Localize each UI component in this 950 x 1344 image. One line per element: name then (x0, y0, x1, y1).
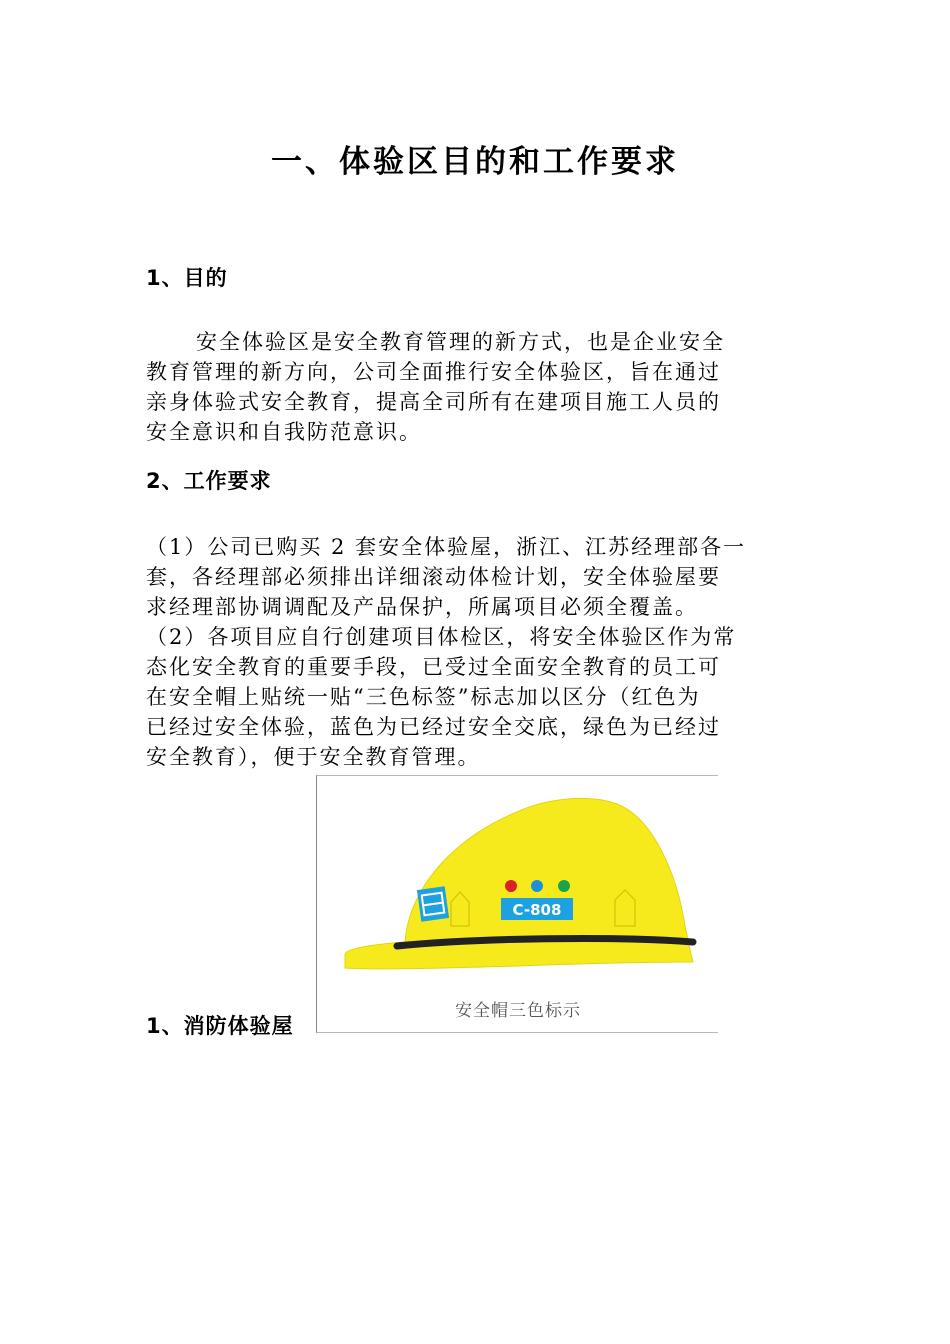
paragraph-line: 已经过安全体验，蓝色为已经过安全交底，绿色为已经过 (146, 715, 721, 739)
paragraph-line: （1）公司已购买 2 套安全体验屋，浙江、江苏经理部各一 (146, 535, 747, 559)
dot-blue (531, 880, 543, 892)
paragraph-line: 安全教育），便于安全教育管理。 (146, 745, 481, 769)
paragraph-line: 安全意识和自我防范意识。 (146, 420, 422, 444)
paragraph-line: 态化安全教育的重要手段，已受过全面安全教育的员工可 (146, 655, 721, 679)
section-heading-purpose: 1、目的 (146, 266, 228, 290)
helmet-code: C-808 (512, 901, 562, 919)
paragraph-line: 安全体验区是安全教育管理的新方式，也是企业安全 (196, 330, 725, 354)
section-heading-fire-house: 1、消防体验屋 (146, 1014, 294, 1038)
paragraph-line: 教育管理的新方向，公司全面推行安全体验区，旨在通过 (146, 360, 721, 384)
paragraph-line: 亲身体验式安全教育，提高全司所有在建项目施工人员的 (146, 390, 721, 414)
page-title: 一、体验区目的和工作要求 (271, 144, 679, 180)
dot-green (558, 880, 570, 892)
paragraph-line: 套，各经理部必须排出详细滚动体检计划，安全体验屋要 (146, 565, 721, 589)
purpose-paragraph (146, 327, 798, 447)
paragraph-line: （2）各项目应自行创建项目体检区，将安全体验区作为常 (146, 625, 737, 649)
section-heading-requirements: 2、工作要求 (146, 469, 272, 493)
paragraph-line: 在安全帽上贴统一贴“三色标签”标志加以区分（红色为 (146, 685, 701, 709)
helmet-figure (316, 775, 718, 1033)
company-logo (417, 886, 449, 922)
requirements-paragraph (146, 532, 798, 772)
paragraph-line: 求经理部协调调配及产品保护，所属项目必须全覆盖。 (146, 595, 698, 619)
figure-caption: 安全帽三色标示 (455, 1001, 581, 1021)
dot-red (505, 880, 517, 892)
